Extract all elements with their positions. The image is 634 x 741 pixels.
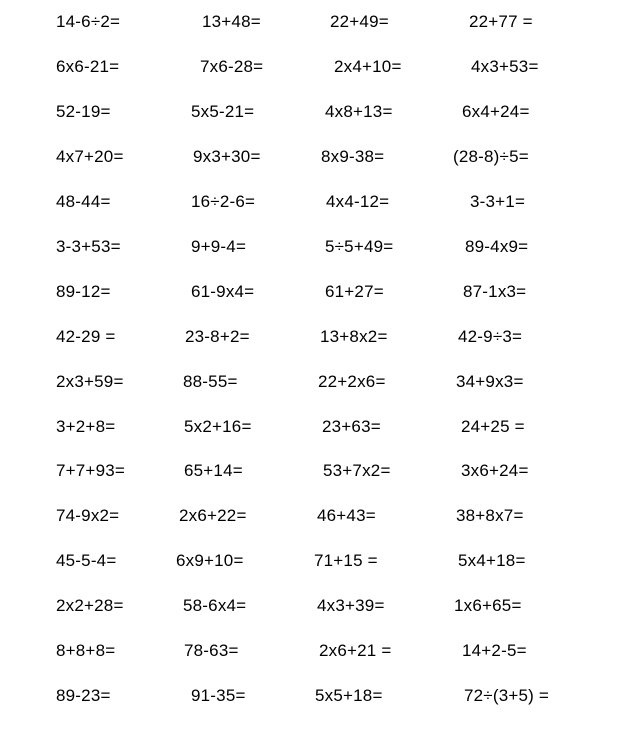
math-problem: 46+43= [317,506,376,525]
math-problem: 8x9-38= [321,147,385,166]
math-problem: 14-6÷2= [56,12,121,31]
math-problem: 52-19= [56,102,111,121]
math-problem: 5÷5+49= [325,237,394,256]
math-problem: 2x4+10= [334,57,402,76]
math-problem: 74-9x2= [56,506,120,525]
math-problem: 72÷(3+5) = [464,686,550,705]
math-problem: 24+25 = [461,417,525,436]
math-problem: 89-4x9= [465,237,529,256]
math-problem: 23-8+2= [185,327,250,346]
math-problem: 5x5+18= [315,686,383,705]
math-problem: 58-6x4= [183,596,247,615]
math-problem: 65+14= [184,461,243,480]
math-problem: 14+2-5= [462,641,527,660]
math-problem: 78-63= [184,641,239,660]
math-problem: 34+9x3= [456,372,524,391]
math-problem: 71+15 = [314,551,378,570]
math-problem: 4x8+13= [325,102,393,121]
math-problem: 13+48= [202,12,261,31]
math-problem: 87-1x3= [463,282,527,301]
math-problem: 61-9x4= [191,282,255,301]
math-problem: 45-5-4= [56,551,117,570]
math-problem: 8+8+8= [56,641,116,660]
math-problem: 5x2+16= [184,417,252,436]
math-problem: 42-29 = [56,327,116,346]
math-problem: 3-3+1= [470,192,526,211]
math-problem: 16÷2-6= [191,192,256,211]
math-problem: 3-3+53= [56,237,121,256]
math-problem: 89-12= [56,282,111,301]
math-problem: 6x4+24= [462,102,530,121]
math-problem: 2x6+21 = [319,641,392,660]
math-problem: 6x9+10= [176,551,244,570]
math-problem: 4x3+39= [317,596,385,615]
math-problem: 5x4+18= [458,551,526,570]
math-problem: (28-8)÷5= [453,147,529,166]
math-problem: 42-9÷3= [458,327,523,346]
math-problem: 61+27= [325,282,384,301]
math-problem: 5x5-21= [191,102,255,121]
math-problem: 38+8x7= [456,506,524,525]
math-problem: 88-55= [183,372,238,391]
math-problem: 4x7+20= [56,147,124,166]
math-problem: 2x3+59= [56,372,124,391]
math-problem: 13+8x2= [320,327,388,346]
math-problem: 6x6-21= [56,57,120,76]
math-problem: 22+49= [330,12,389,31]
math-problem: 9x3+30= [193,147,261,166]
math-problem: 48-44= [56,192,111,211]
math-problem: 53+7x2= [323,461,391,480]
math-problem: 3+2+8= [56,417,116,436]
math-problem: 1x6+65= [454,596,522,615]
math-problem: 9+9-4= [191,237,247,256]
math-problem: 4x3+53= [471,57,539,76]
math-problem: 3x6+24= [461,461,529,480]
math-problem: 91-35= [191,686,246,705]
math-problem: 22+2x6= [318,372,386,391]
math-problem: 7+7+93= [56,461,126,480]
math-problem: 7x6-28= [200,57,264,76]
math-problem: 22+77 = [469,12,533,31]
math-problem: 2x2+28= [56,596,124,615]
math-problem: 89-23= [56,686,111,705]
math-problem: 23+63= [322,417,381,436]
math-problem: 2x6+22= [179,506,247,525]
math-problem: 4x4-12= [326,192,390,211]
